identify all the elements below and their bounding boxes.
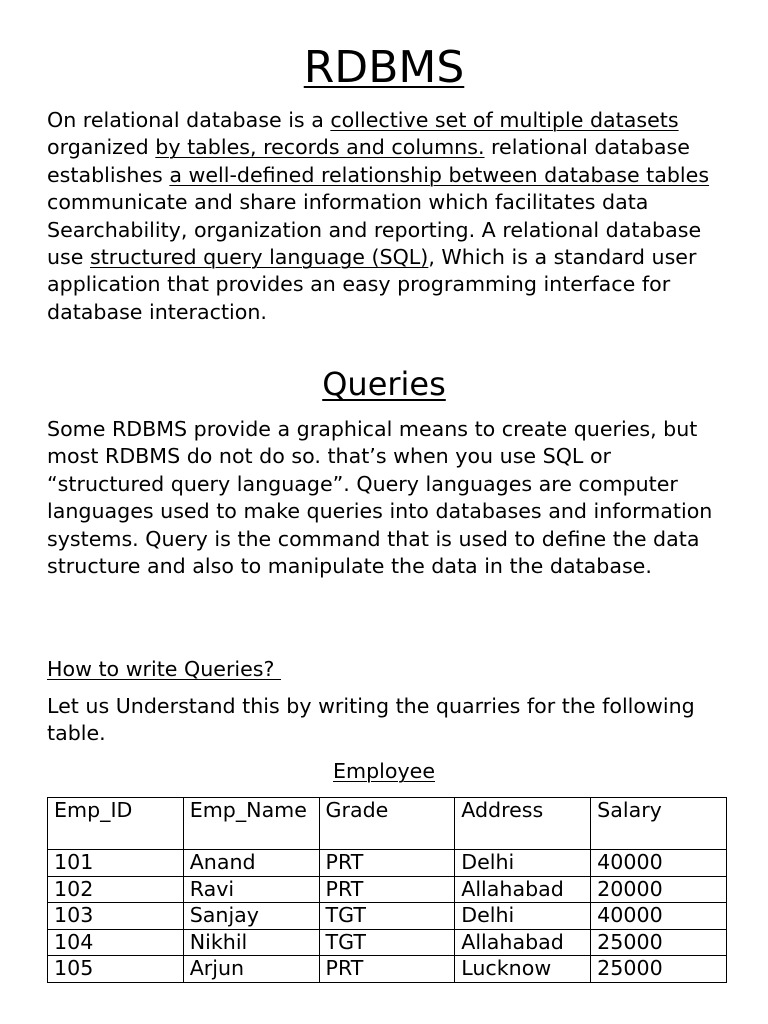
- intro-underline-3: a well-defined relationship between database tables: [169, 162, 710, 187]
- cell-address: Delhi: [455, 903, 591, 930]
- cell-emp-id: 103: [48, 903, 184, 930]
- cell-emp-id: 101: [48, 850, 184, 877]
- cell-emp-id: 105: [48, 956, 184, 983]
- table-row: [48, 850, 727, 877]
- cell-grade: TGT: [319, 929, 455, 956]
- howto-paragraph: Let us Understand this by writing the quarries for the following table.: [47, 694, 695, 746]
- table-header-row: [48, 798, 727, 850]
- cell-address: Lucknow: [455, 956, 591, 983]
- queries-heading: Queries: [322, 365, 446, 403]
- cell-salary: 25000: [591, 929, 727, 956]
- page-title: RDBMS: [303, 42, 465, 93]
- howto-heading: How to write Queries?: [47, 657, 282, 681]
- cell-salary: 25000: [591, 956, 727, 983]
- cell-emp-name: Sanjay: [183, 903, 319, 930]
- cell-grade: PRT: [319, 876, 455, 903]
- header-salary: Salary: [591, 798, 727, 850]
- employee-table: [47, 797, 727, 983]
- cell-address: Allahabad: [455, 929, 591, 956]
- intro-text-5: , Which is a standard user application that provides an easy programming interface for database interaction.: [47, 245, 697, 324]
- header-emp-name: Emp_Name: [183, 798, 319, 850]
- cell-grade: PRT: [319, 850, 455, 877]
- cell-emp-id: 104: [48, 929, 184, 956]
- header-grade: Grade: [319, 798, 455, 850]
- table-row: [48, 929, 727, 956]
- intro-underline-1: collective set of multiple datasets: [330, 108, 679, 132]
- cell-emp-name: Nikhil: [183, 929, 319, 956]
- intro-text-3: relational database establishes: [47, 135, 690, 187]
- intro-text-4: communicate and share information which facilitates data Searchability, organization and reporting. A relational database use: [47, 190, 702, 270]
- cell-address: Allahabad: [455, 876, 591, 903]
- queries-paragraph: Some RDBMS provide a graphical means to create queries, but most RDBMS do not do so. that’s when you use SQL or “structured query language”. Query languages are computer languages used to make queries into databases and information systems. Query is the command that is used to define the data structure and also to manipulate the data in the database.: [47, 417, 713, 579]
- cell-salary: 40000: [591, 850, 727, 877]
- intro-underline-2: by tables, records and columns.: [155, 135, 485, 160]
- intro-text-1: On relational database is a: [47, 108, 331, 132]
- cell-address: Delhi: [455, 850, 591, 877]
- cell-emp-id: 102: [48, 876, 184, 903]
- cell-salary: 40000: [591, 903, 727, 930]
- cell-grade: PRT: [319, 956, 455, 983]
- table-row: [48, 903, 727, 930]
- cell-grade: TGT: [319, 903, 455, 930]
- table-row: [48, 956, 727, 983]
- intro-text-2: organized: [47, 135, 156, 160]
- cell-salary: 20000: [591, 876, 727, 903]
- header-emp-id: Emp_ID: [48, 798, 184, 850]
- table-caption: Employee: [333, 759, 435, 783]
- cell-emp-name: Anand: [183, 850, 319, 877]
- cell-emp-name: Arjun: [183, 956, 319, 983]
- header-address: Address: [455, 798, 591, 850]
- intro-paragraph: [47, 107, 727, 326]
- cell-emp-name: Ravi: [183, 876, 319, 903]
- table-row: [48, 876, 727, 903]
- intro-underline-4: structured query language (SQL): [90, 245, 429, 270]
